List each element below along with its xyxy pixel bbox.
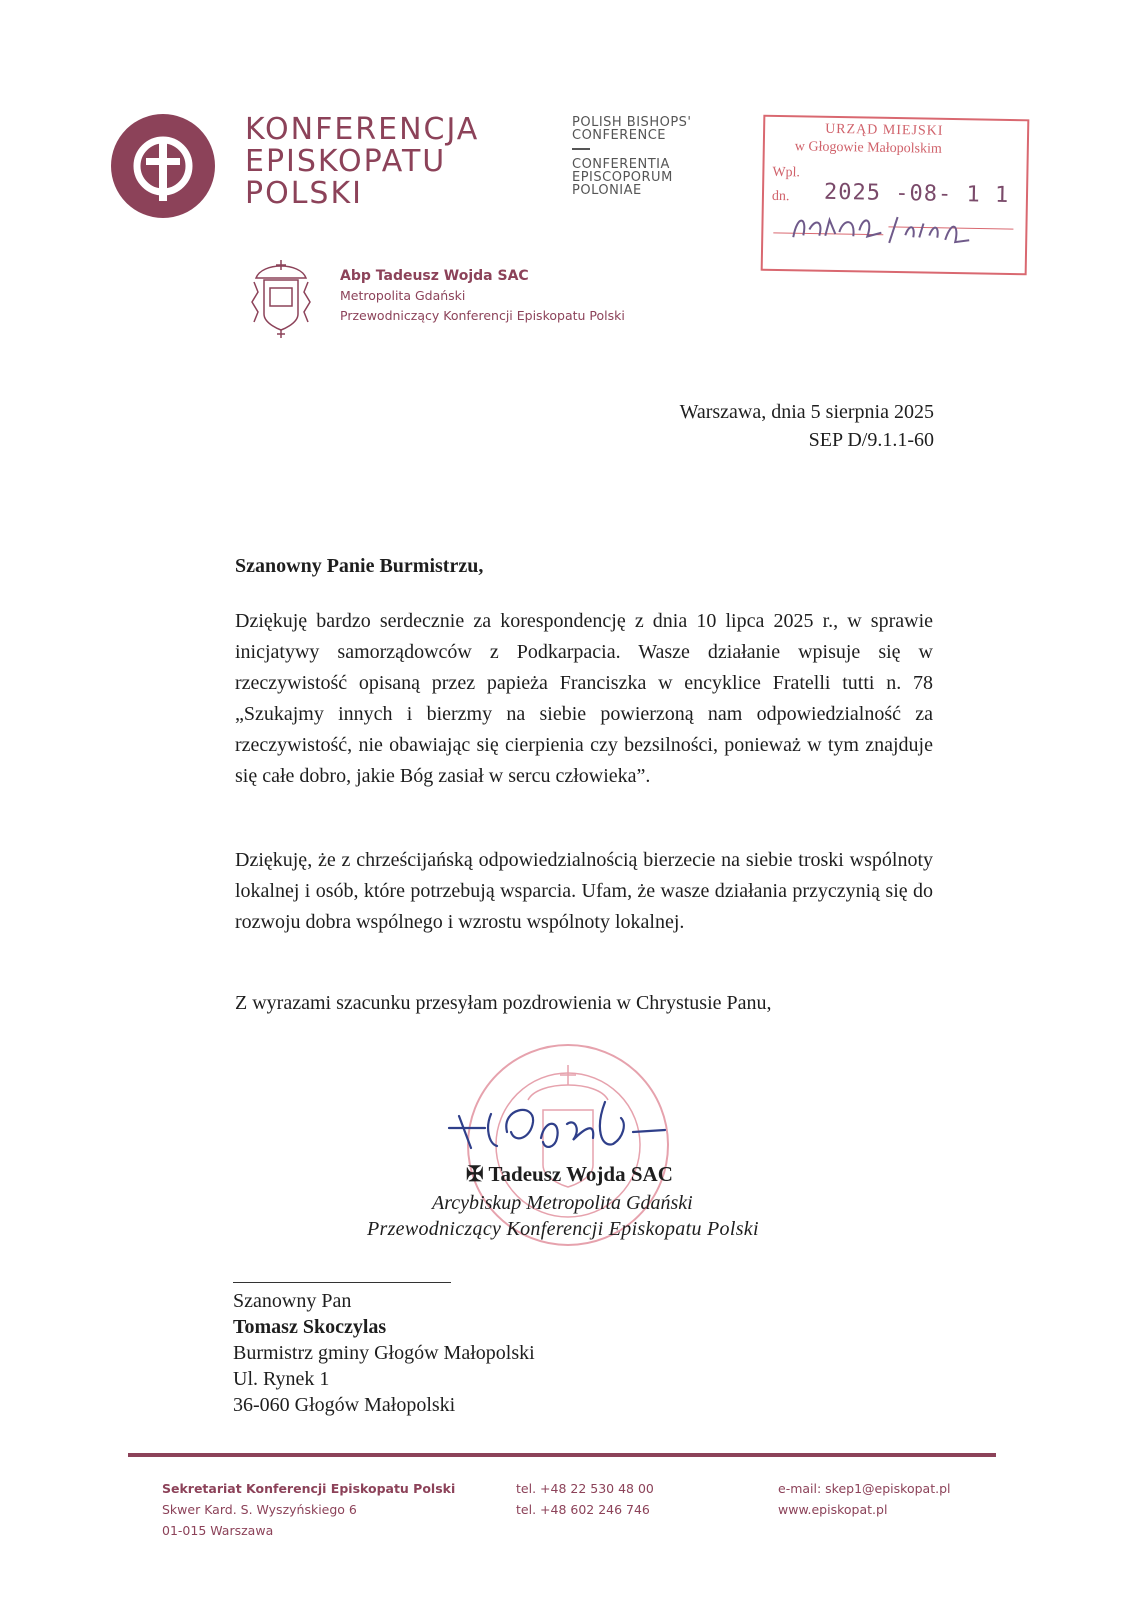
addressee-street: Ul. Rynek 1 [233,1368,330,1390]
footer-phones [516,1478,654,1520]
signer-role-2: Przewodniczący Konferencji Episkopatu Polski [340,308,625,323]
paragraph-1: Dziękuję bardzo serdecznie za korespondencję z dnia 10 lipca 2025 r., w sprawie inicjatywy samorządowców z Podkarpacia. Wasze działanie wpisuje się w rzeczywistość opisaną przez papieża Franciszka w encyklice Fratelli tutti n. 78 „Szukajmy innych i bierzmy na siebie powierzoną nam odpowiedzialność za rzeczywistość, nie obawiając się cierpienia czy bezsilności, ponieważ w tym znajduje się całe dobro, jakie Bóg zasiał w sercu człowieka”. [235,610,933,787]
coat-of-arms [250,258,312,338]
stamp-town: w Głogowie Małopolskim [794,139,942,157]
english-line-2: CONFERENCE [572,128,666,143]
place-date: Warszawa, dnia 5 sierpnia 2025 [679,401,934,423]
signature-name: ✠ Tadeusz Wojda SAC [466,1162,673,1186]
reference-number: SEP D/9.1.1-60 [808,429,934,451]
registry-stamp [761,115,1030,276]
addressee-name: Tomasz Skoczylas [233,1316,387,1338]
stamp-date: 2025 -08- 1 1 [823,179,1010,208]
addressee-city: 36-060 Głogów Małopolski [233,1394,456,1416]
footer-address-1: Skwer Kard. S. Wyszyńskiego 6 [162,1502,357,1517]
addressee-greeting: Szanowny Pan [233,1290,352,1312]
addressee-rule [233,1282,451,1283]
conference-logo [110,113,216,219]
addressee-block [233,1288,535,1418]
divider [572,148,590,150]
signature-title-1: Arcybiskup Metropolita Gdański [432,1192,693,1214]
footer-address-2: 01-015 Warszawa [162,1523,274,1538]
footer-email[interactable]: e-mail: skep1@episkopat.pl [778,1481,951,1496]
signature-title-2: Przewodniczący Konferencji Episkopatu Polski [367,1218,759,1240]
footer-tel-1: tel. +48 22 530 48 00 [516,1481,654,1496]
addressee-position: Burmistrz gminy Głogów Małopolski [233,1342,535,1364]
signer-header [340,266,625,326]
stamp-office: URZĄD MIEJSKI [825,121,944,139]
stamp-dn-label: dn. [771,188,790,205]
handwritten-registry-number [763,117,1028,274]
latin-line-1: CONFERENTIA [572,157,670,172]
salutation: Szanowny Panie Burmistrzu, [235,555,484,577]
signer-role-1: Metropolita Gdański [340,288,466,303]
stamp-wpl-label: Wpl. [772,164,801,181]
closing-line: Z wyrazami szacunku przesyłam pozdrowienia w Chrystusie Panu, [235,992,772,1014]
footer-org: Sekretariat Konferencji Episkopatu Polski [162,1481,456,1496]
footer-address [162,1478,455,1541]
org-name [245,114,479,210]
footer-contact [778,1478,950,1520]
footer-tel-2: tel. +48 602 246 746 [516,1502,650,1517]
org-name-line-2: EPISKOPATU [245,144,447,179]
latin-line-2: EPISCOPORUM [572,170,673,185]
footer-rule [128,1453,996,1457]
paragraph-2: Dziękuję, że z chrześcijańską odpowiedzialnością bierzecie na siebie troski wspólnoty lokalnej i osób, które potrzebują wsparcia. Ufam, że wasze działania przyczynią się do rozwoju dobra wspólnego i wzrostu wspólnoty lokalnej. [235,849,933,933]
footer-website[interactable]: www.episkopat.pl [778,1502,888,1517]
handwritten-signature [445,1088,685,1168]
english-line-1: POLISH BISHOPS' [572,115,692,130]
signer-name: Abp Tadeusz Wojda SAC [340,268,529,284]
org-name-line-3: POLSKI [245,176,363,211]
org-name-line-1: KONFERENCJA [245,112,480,147]
org-name-translations [572,116,692,197]
latin-line-3: POLONIAE [572,183,642,198]
date-reference-block [680,398,934,454]
